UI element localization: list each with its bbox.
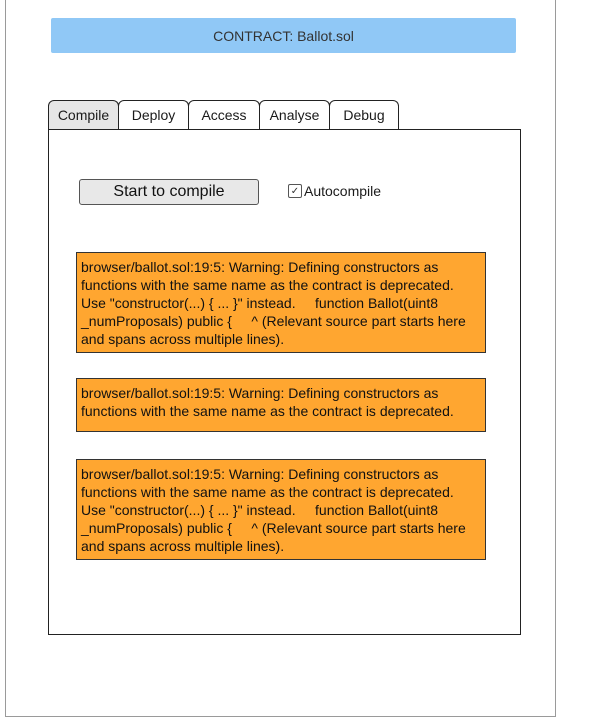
tab-access-label: Access (201, 107, 247, 123)
tab-debug-label: Debug (343, 107, 385, 123)
contract-banner (51, 18, 516, 53)
autocompile-label: Autocompile (304, 183, 382, 199)
start-compile-button[interactable]: Start to compile (79, 179, 259, 205)
tab-bar (48, 100, 398, 130)
tab-access[interactable] (188, 100, 260, 129)
contract-title: CONTRACT: Ballot.sol (213, 27, 354, 44)
compile-panel (48, 129, 521, 635)
tab-compile-label: Compile (57, 107, 110, 123)
warning-message: browser/ballot.sol:19:5: Warning: Defining constructors as functions with the same name as the contract is deprecated. Use "constructor(...) { ... }" instead. function Ballot(uint8 _numProposals) public { ^ (Relevant source part starts here and spans across multiple lines). (76, 459, 486, 560)
tab-compile[interactable] (48, 100, 119, 129)
tab-deploy-label: Deploy (131, 107, 176, 123)
warning-message: browser/ballot.sol:19:5: Warning: Defining constructors as functions with the same name as the contract is deprecated. (76, 378, 486, 432)
tab-deploy[interactable] (118, 100, 189, 129)
checkmark-icon: ✓ (290, 185, 300, 197)
tab-debug[interactable] (329, 100, 399, 129)
tab-analyse-label: Analyse (269, 107, 320, 123)
autocompile-checkbox[interactable] (288, 184, 302, 198)
autocompile-option[interactable] (288, 183, 381, 199)
tab-analyse[interactable] (259, 100, 330, 129)
warning-message: browser/ballot.sol:19:5: Warning: Defining constructors as functions with the same name as the contract is deprecated. Use "constructor(...) { ... }" instead. function Ballot(uint8 _numProposals) public { ^ (Relevant source part starts here and spans across multiple lines). (76, 252, 486, 353)
